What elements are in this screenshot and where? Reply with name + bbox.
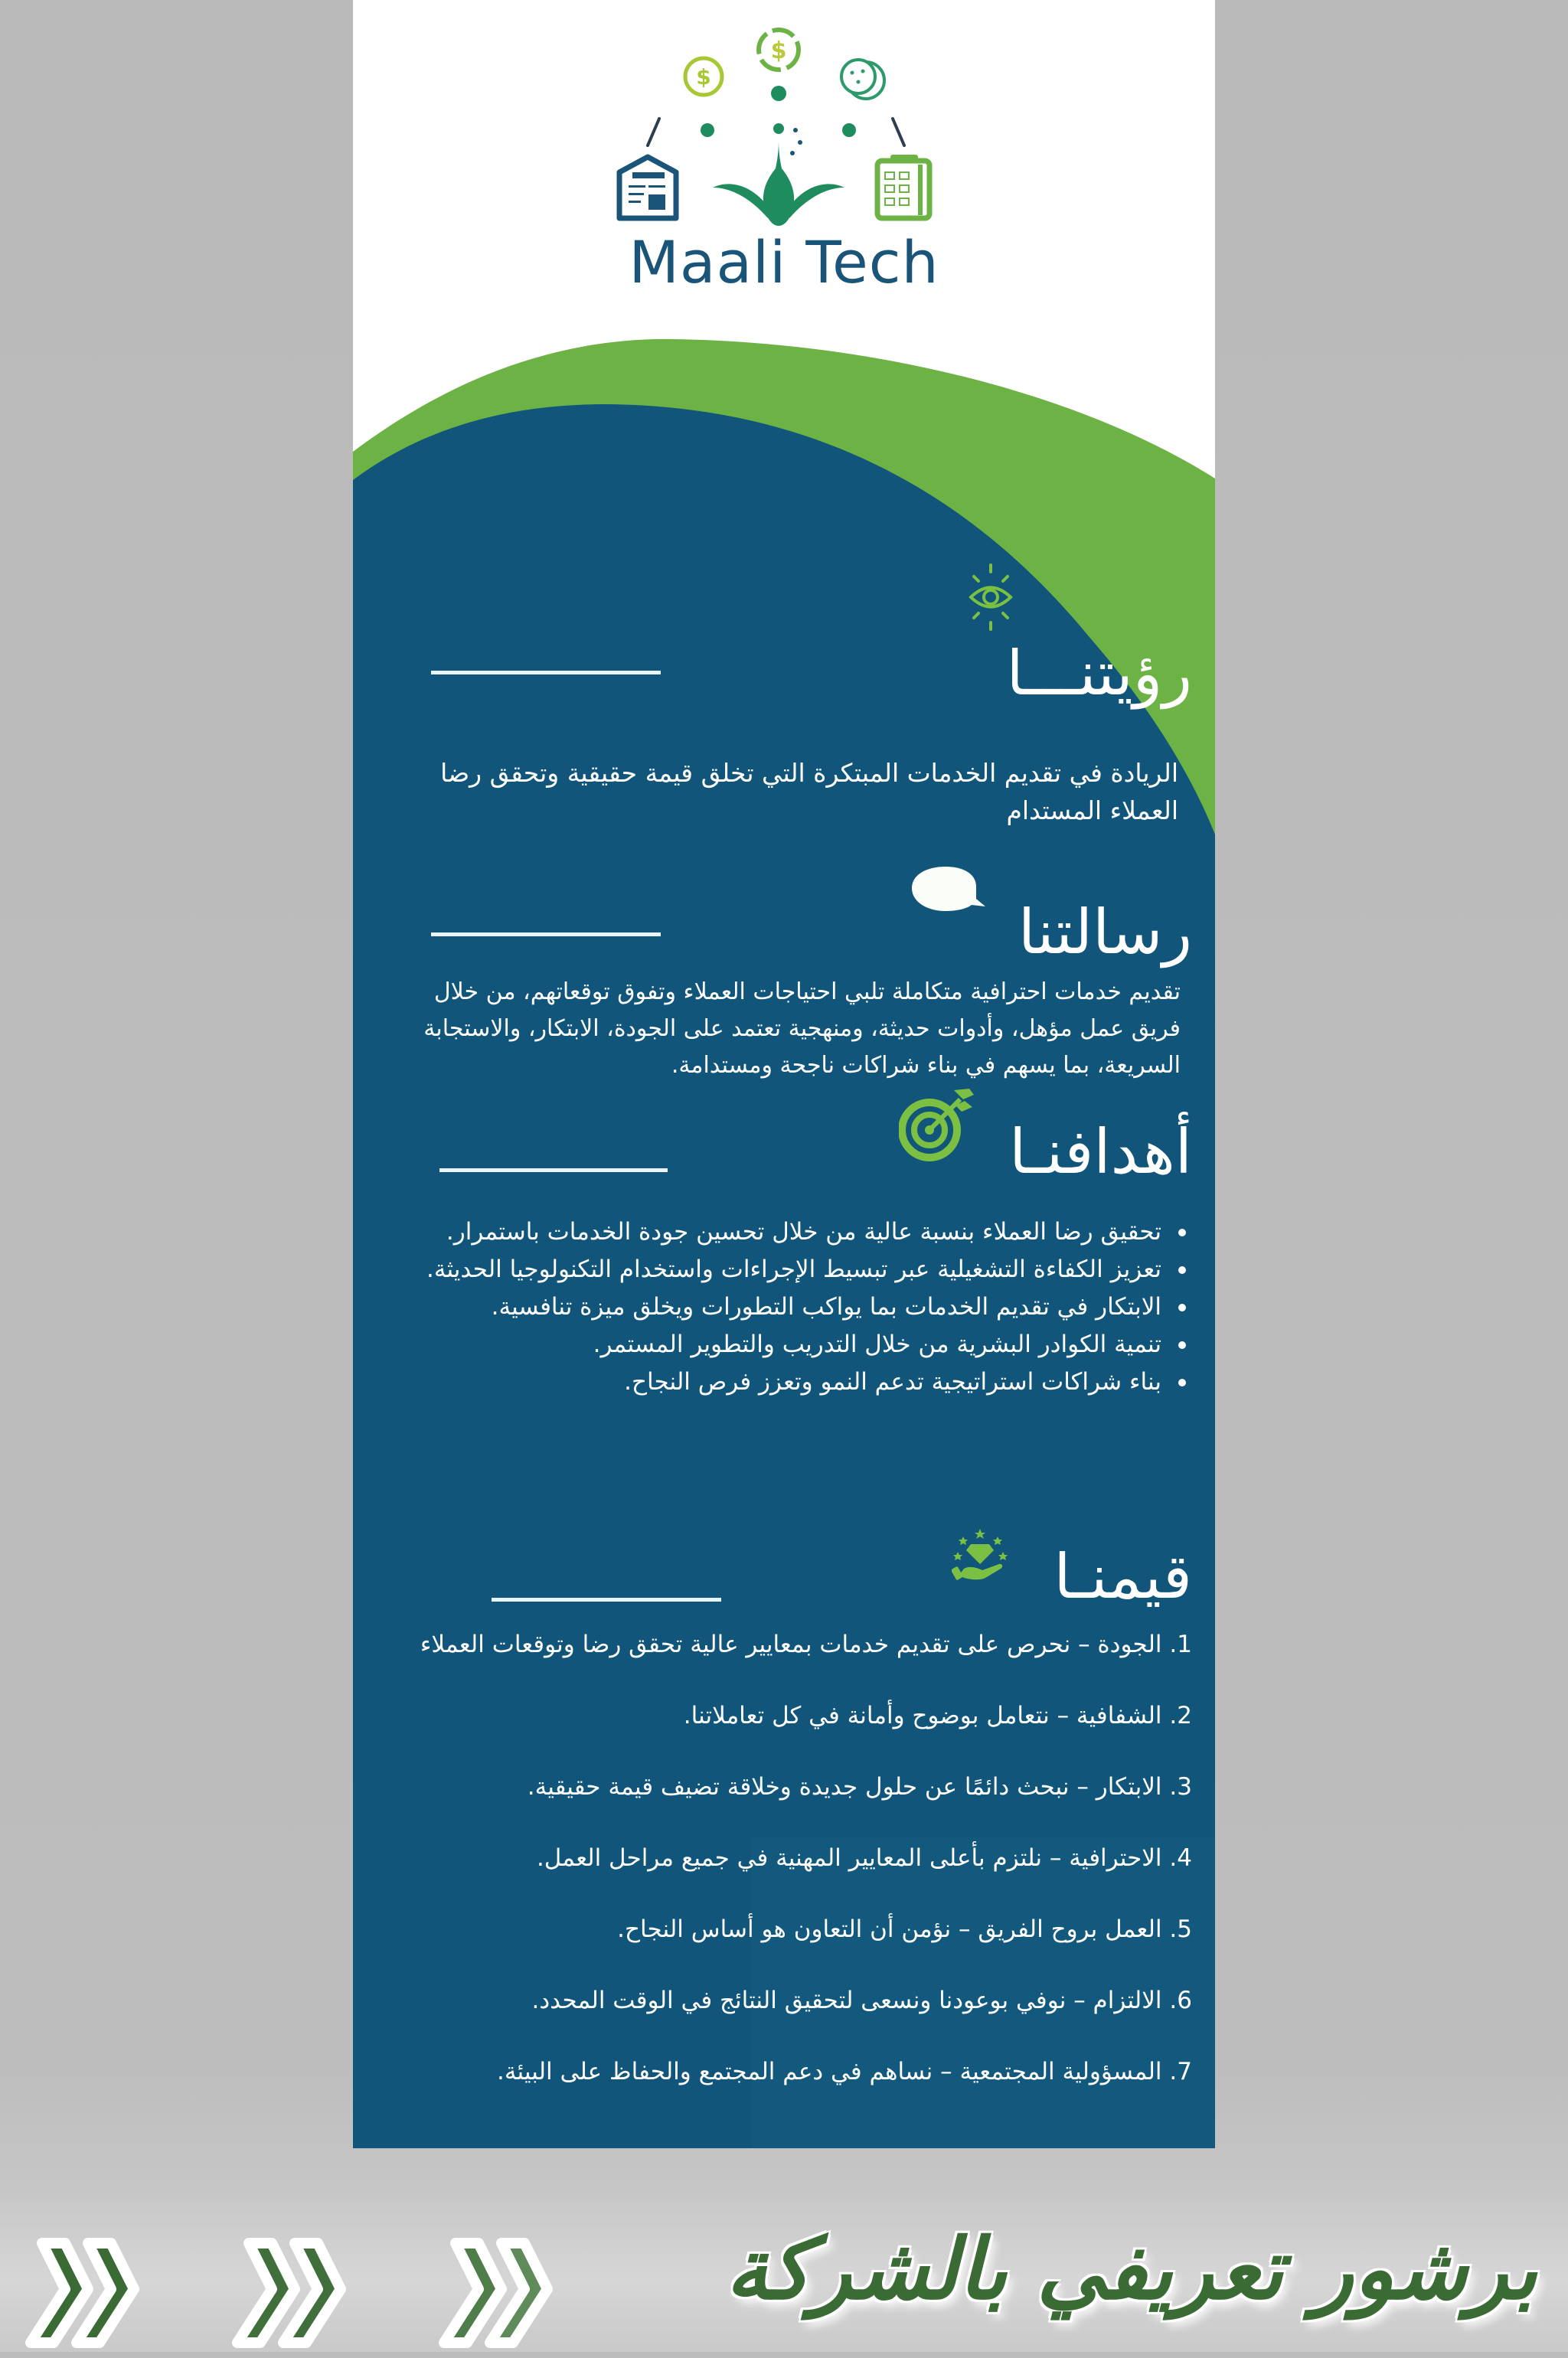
values-divider <box>492 1598 721 1602</box>
mission-title: رسالتنا <box>1018 896 1192 968</box>
goal-item: تنمية الكوادر البشرية من خلال التدريب والتطوير المستمر. <box>365 1326 1192 1364</box>
value-item: 1. الجودة – نحرص على تقديم خدمات بمعايير عالية تحقق رضا وتوقعات العملاء <box>420 1631 1192 1658</box>
goals-heading <box>1009 1116 1192 1187</box>
svg-text:$: $ <box>770 38 787 64</box>
goal-item: تعزيز الكفاءة التشغيلية عبر تبسيط الإجراءات واستخدام التكنولوجيا الحديثة. <box>365 1251 1192 1288</box>
value-item: 6. الالتزام – نوفي بوعودنا ونسعى لتحقيق النتائج في الوقت المحدد. <box>531 1987 1192 2014</box>
values-list <box>420 1629 1192 2128</box>
values-heading <box>1054 1541 1192 1612</box>
eye-icon <box>968 563 1014 632</box>
svg-text:$: $ <box>696 64 711 90</box>
values-title: قيمنـا <box>1054 1541 1192 1612</box>
brochure <box>353 0 1215 2148</box>
mission-text: تقديم خدمات احترافية متكاملة تلبي احتياجات العملاء وتفوق توقعاتهم، من خلال فريق عمل مؤهل، وأدوات حديثة، ومنهجية تعتمد على الجودة، الابتكار، والاستجابة السريعة، بما يسهم في بناء شراكات ناجحة ومستدامة. <box>423 978 1181 1079</box>
hand-diamond-stars-icon <box>952 1527 1009 1581</box>
vision-title: رؤيتنـــا <box>1006 638 1192 709</box>
footer-banner <box>0 2205 1568 2352</box>
goals-divider <box>439 1168 668 1172</box>
goal-item: الابتكار في تقديم الخدمات بما يواكب التطورات ويخلق ميزة تنافسية. <box>365 1288 1192 1326</box>
double-chevron-right-icon <box>11 2228 142 2358</box>
goal-item: تحقيق رضا العملاء بنسبة عالية من خلال تحسين جودة الخدمات باستمرار. <box>365 1213 1192 1251</box>
mission-heading <box>1018 896 1192 968</box>
vision-heading <box>1006 638 1193 709</box>
goals-list <box>365 1213 1192 1401</box>
double-chevron-right-icon <box>218 2228 348 2358</box>
banner-title: برشور تعريفي بالشركة <box>725 2220 1537 2318</box>
vision-divider <box>431 671 661 674</box>
value-item: 3. الابتكار – نبحث دائمًا عن حلول جديدة وخلاقة تضيف قيمة حقيقية. <box>527 1773 1192 1801</box>
brochure-content <box>353 0 1215 2148</box>
vision-text: الريادة في تقديم الخدمات المبتكرة التي تخلق قيمة حقيقية وتحقق رضا العملاء المستدام <box>440 758 1178 825</box>
goals-title: أهدافنـا <box>1009 1116 1192 1187</box>
mission-divider <box>431 932 661 936</box>
brand-name: Maali Tech <box>629 228 939 296</box>
goal-item: بناء شراكات استراتيجية تدعم النمو وتعزز فرص النجاح. <box>365 1364 1192 1401</box>
speech-bubble-icon <box>906 864 986 913</box>
value-item: 4. الاحترافية – نلتزم بأعلى المعايير المهنية في جميع مراحل العمل. <box>536 1844 1192 1872</box>
value-item: 7. المسؤولية المجتمعية – نساهم في دعم المجتمع والحفاظ على البيئة. <box>497 2058 1192 2085</box>
value-item: 5. العمل بروح الفريق – نؤمن أن التعاون هو أساس النجاح. <box>617 1915 1192 1943</box>
target-icon <box>899 1086 975 1162</box>
value-item: 2. الشفافية – نتعامل بوضوح وأمانة في كل تعاملاتنا. <box>683 1702 1192 1729</box>
double-chevron-right-icon <box>425 2228 555 2358</box>
